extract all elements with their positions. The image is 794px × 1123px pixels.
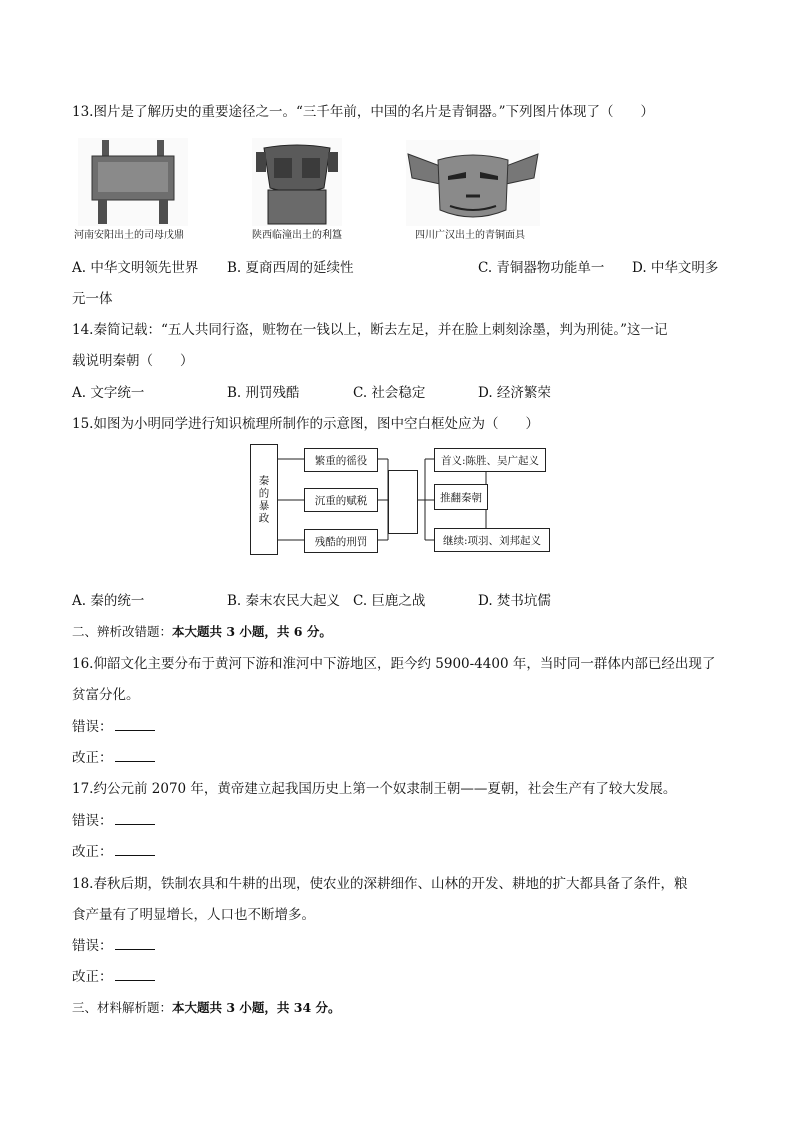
q18-correction-blank[interactable] bbox=[115, 968, 155, 981]
error-label: 错误： bbox=[72, 719, 113, 735]
q18-line2: 食产量有了明显增长，人口也不断增多。 bbox=[72, 907, 315, 923]
bronze-mask-image bbox=[406, 140, 540, 226]
q13-option-b[interactable]: B. 夏商西周的延续性 bbox=[227, 260, 354, 276]
error-label: 错误： bbox=[72, 938, 113, 954]
section-2-heading bbox=[72, 622, 332, 642]
bronze-ding-image bbox=[78, 138, 188, 226]
q18-correction-row bbox=[72, 967, 155, 987]
diagram-result-label: 继续:项羽、刘邦起义 bbox=[442, 534, 542, 547]
correction-label: 改正： bbox=[72, 969, 113, 985]
diagram-result-label: 推翻秦朝 bbox=[440, 491, 482, 504]
q18-error-blank[interactable] bbox=[115, 937, 155, 950]
q13-option-c[interactable]: C. 青铜器物功能单一 bbox=[478, 260, 605, 276]
q13-option-a[interactable]: A. 中华文明领先世界 bbox=[72, 260, 199, 276]
q14-stem-line2: 载说明秦朝（ ） bbox=[72, 353, 194, 369]
q17-line1: 17.约公元前 2070 年，黄帝建立起我国历史上第一个奴隶制王朝——夏朝，社会生产有了较大发展。 bbox=[72, 781, 677, 797]
q16-error-row bbox=[72, 717, 155, 737]
error-label: 错误： bbox=[72, 813, 113, 829]
diagram-left-box bbox=[250, 444, 278, 555]
diagram-cause-1 bbox=[304, 448, 378, 472]
q14-option-a[interactable]: A. 文字统一 bbox=[72, 385, 145, 401]
q18-error-row bbox=[72, 936, 155, 956]
diagram-cause-3 bbox=[304, 529, 378, 553]
q15-option-d[interactable]: D. 焚书坑儒 bbox=[478, 593, 551, 609]
image-caption: 四川广汉出土的青铜面具 bbox=[415, 230, 525, 241]
q14-stem-line1: 14.秦简记载：“五人共同行盗，赃物在一钱以上，断去左足，并在脸上刺刻涂墨，判为刑徒。”这一记 bbox=[72, 322, 668, 338]
diagram-cause-label: 沉重的赋税 bbox=[314, 494, 368, 507]
q15-option-b[interactable]: B. 秦末农民大起义 bbox=[227, 593, 341, 609]
bronze-gui-image bbox=[252, 138, 342, 226]
q14-option-c[interactable]: C. 社会稳定 bbox=[353, 385, 426, 401]
q15-option-a[interactable]: A. 秦的统一 bbox=[72, 593, 145, 609]
diagram-cause-2 bbox=[304, 488, 378, 512]
correction-label: 改正： bbox=[72, 750, 113, 766]
diagram-cause-label: 繁重的徭役 bbox=[314, 454, 368, 467]
q17-correction-blank[interactable] bbox=[115, 843, 155, 856]
section-3-heading bbox=[72, 998, 341, 1018]
diagram-cause-label: 残酷的刑罚 bbox=[314, 535, 368, 548]
q13-option-d-continued: 元一体 bbox=[72, 291, 113, 307]
correction-label: 改正： bbox=[72, 844, 113, 860]
diagram-blank-box bbox=[388, 470, 418, 534]
section-2-prefix: 二、辨析改错题： bbox=[72, 624, 173, 639]
q17-error-blank[interactable] bbox=[115, 812, 155, 825]
section-2-info: 本大题共 3 小题，共 6 分。 bbox=[172, 624, 332, 639]
q16-error-blank[interactable] bbox=[115, 718, 155, 731]
diagram-result-2 bbox=[434, 484, 488, 510]
q15-stem: 15.如图为小明同学进行知识梳理所制作的示意图，图中空白框处应为（ ） bbox=[72, 416, 539, 432]
q15-option-c[interactable]: C. 巨鹿之战 bbox=[353, 593, 426, 609]
diagram-result-3 bbox=[434, 528, 550, 552]
q17-correction-row bbox=[72, 842, 155, 862]
q18-line1: 18.春秋后期，铁制农具和牛耕的出现，使农业的深耕细作、山林的开发、耕地的扩大都具备了条件，粮 bbox=[72, 876, 688, 892]
q16-correction-blank[interactable] bbox=[115, 749, 155, 762]
q15-diagram bbox=[250, 444, 550, 556]
q16-line2: 贫富分化。 bbox=[72, 687, 140, 703]
q17-error-row bbox=[72, 811, 155, 831]
q16-correction-row bbox=[72, 748, 155, 768]
image-caption: 陕西临潼出土的利簋 bbox=[252, 230, 342, 241]
q13-stem: 13.图片是了解历史的重要途径之一。“三千年前，中国的名片是青铜器。”下列图片体现了（ ） bbox=[72, 104, 655, 120]
q16-line1: 16.仰韶文化主要分布于黄河下游和淮河中下游地区，距今约 5900-4400 年，当时同一群体内部已经出现了 bbox=[72, 656, 716, 672]
section-3-info: 本大题共 3 小题，共 34 分。 bbox=[172, 1000, 341, 1015]
section-3-prefix: 三、材料解析题： bbox=[72, 1000, 173, 1015]
image-caption: 河南安阳出土的司母戊鼎 bbox=[74, 230, 184, 241]
q14-option-b[interactable]: B. 刑罚残酷 bbox=[227, 385, 300, 401]
q14-option-d[interactable]: D. 经济繁荣 bbox=[478, 385, 551, 401]
diagram-result-1 bbox=[434, 448, 546, 472]
diagram-result-label: 首义:陈胜、吴广起义 bbox=[440, 454, 540, 467]
q13-option-d[interactable]: D. 中华文明多 bbox=[632, 260, 719, 276]
diagram-left-label: 秦的暴政 bbox=[257, 474, 270, 525]
